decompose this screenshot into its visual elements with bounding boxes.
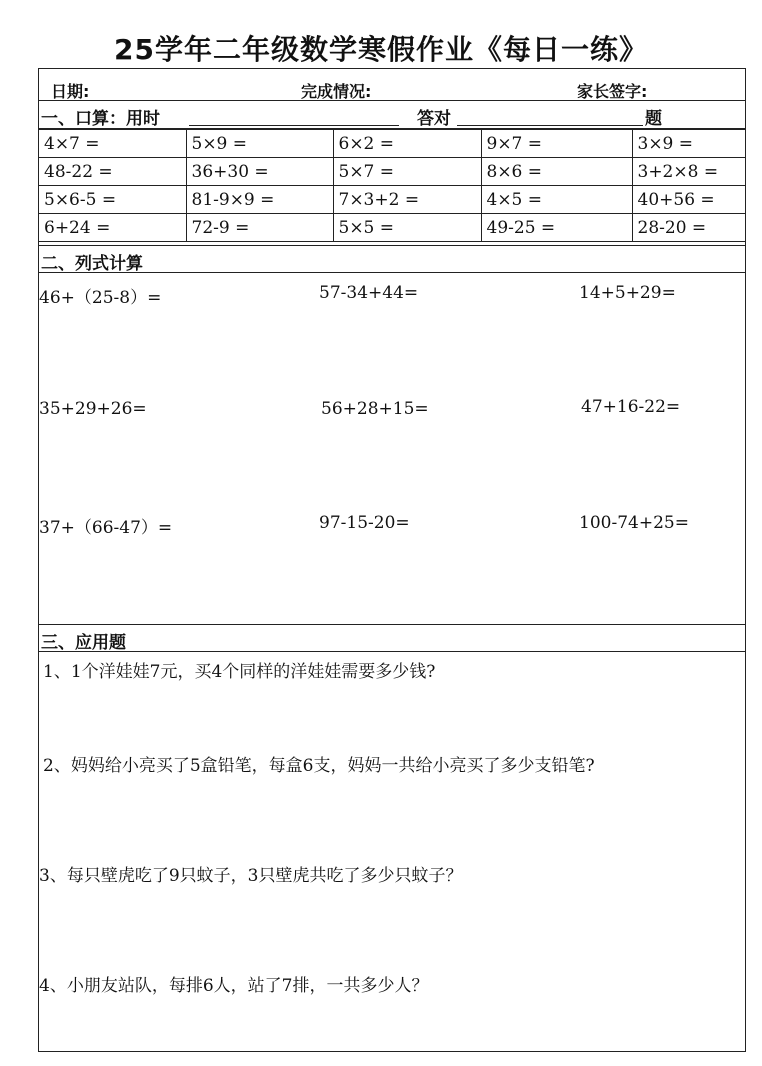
section-written-calc-heading-row: [39, 245, 745, 273]
oral-cell: 4×5 =: [481, 186, 632, 214]
oral-cell: 40+56 =: [632, 186, 745, 214]
section-word-problems-heading: 三、应用题: [41, 633, 126, 653]
written-expression: 35+29+26=: [39, 399, 147, 419]
oral-calc-table: [39, 129, 745, 242]
written-expression: 46+（25-8）=: [39, 288, 162, 308]
table-row: [39, 214, 745, 242]
oral-cell: 5×7 =: [333, 158, 481, 186]
status-label: 完成情况:: [301, 82, 372, 101]
correct-label: 答对: [417, 109, 451, 129]
oral-cell: 3+2×8 =: [632, 158, 745, 186]
section-written-heading: 二、列式计算: [41, 254, 143, 274]
oral-cell: 6×2 =: [333, 130, 481, 158]
parent-signature-label: 家长签字:: [577, 82, 648, 101]
oral-cell: 5×5 =: [333, 214, 481, 242]
oral-cell: 81-9×9 =: [186, 186, 333, 214]
oral-cell: 5×6-5 =: [39, 186, 186, 214]
section-oral-calc-heading-row: [39, 101, 745, 129]
table-row: [39, 130, 745, 158]
oral-cell: 9×7 =: [481, 130, 632, 158]
oral-cell: 6+24 =: [39, 214, 186, 242]
written-expression: 14+5+29=: [579, 283, 676, 303]
written-expression: 100-74+25=: [579, 513, 689, 533]
oral-cell: 7×3+2 =: [333, 186, 481, 214]
oral-cell: 8×6 =: [481, 158, 632, 186]
written-expression: 37+（66-47）=: [39, 518, 173, 538]
time-blank[interactable]: [189, 125, 399, 126]
worksheet: [38, 68, 746, 1052]
header-row: [39, 69, 745, 101]
unit-label: 题: [645, 109, 662, 129]
written-expression: 56+28+15=: [321, 399, 429, 419]
written-expression: 97-15-20=: [319, 513, 410, 533]
page-title: 25学年二年级数学寒假作业《每日一练》: [114, 33, 648, 66]
section-word-problems-heading-row: [39, 624, 745, 652]
oral-cell: 4×7 =: [39, 130, 186, 158]
oral-cell: 28-20 =: [632, 214, 745, 242]
written-expression: 47+16-22=: [581, 397, 681, 417]
word-problem: 2、妈妈给小亮买了5盒铅笔，每盒6支，妈妈一共给小亮买了多少支铅笔?: [43, 756, 595, 776]
word-problem: 3、每只壁虎吃了9只蚊子，3只壁虎共吃了多少只蚊子？: [39, 866, 463, 886]
oral-cell: 48-22 =: [39, 158, 186, 186]
section-oral-heading: 一、口算：用时: [41, 109, 160, 129]
oral-cell: 5×9 =: [186, 130, 333, 158]
word-problem: 1、1个洋娃娃7元，买4个同样的洋娃娃需要多少钱?: [43, 662, 436, 682]
oral-cell: 49-25 =: [481, 214, 632, 242]
oral-cell: 3×9 =: [632, 130, 745, 158]
date-label: 日期:: [51, 82, 90, 101]
word-problem: 4、小朋友站队，每排6人，站了7排，一共多少人？: [39, 976, 429, 996]
oral-cell: 72-9 =: [186, 214, 333, 242]
correct-count-blank[interactable]: [457, 125, 643, 126]
table-row: [39, 186, 745, 214]
written-expression: 57-34+44=: [319, 283, 419, 303]
table-row: [39, 158, 745, 186]
oral-cell: 36+30 =: [186, 158, 333, 186]
